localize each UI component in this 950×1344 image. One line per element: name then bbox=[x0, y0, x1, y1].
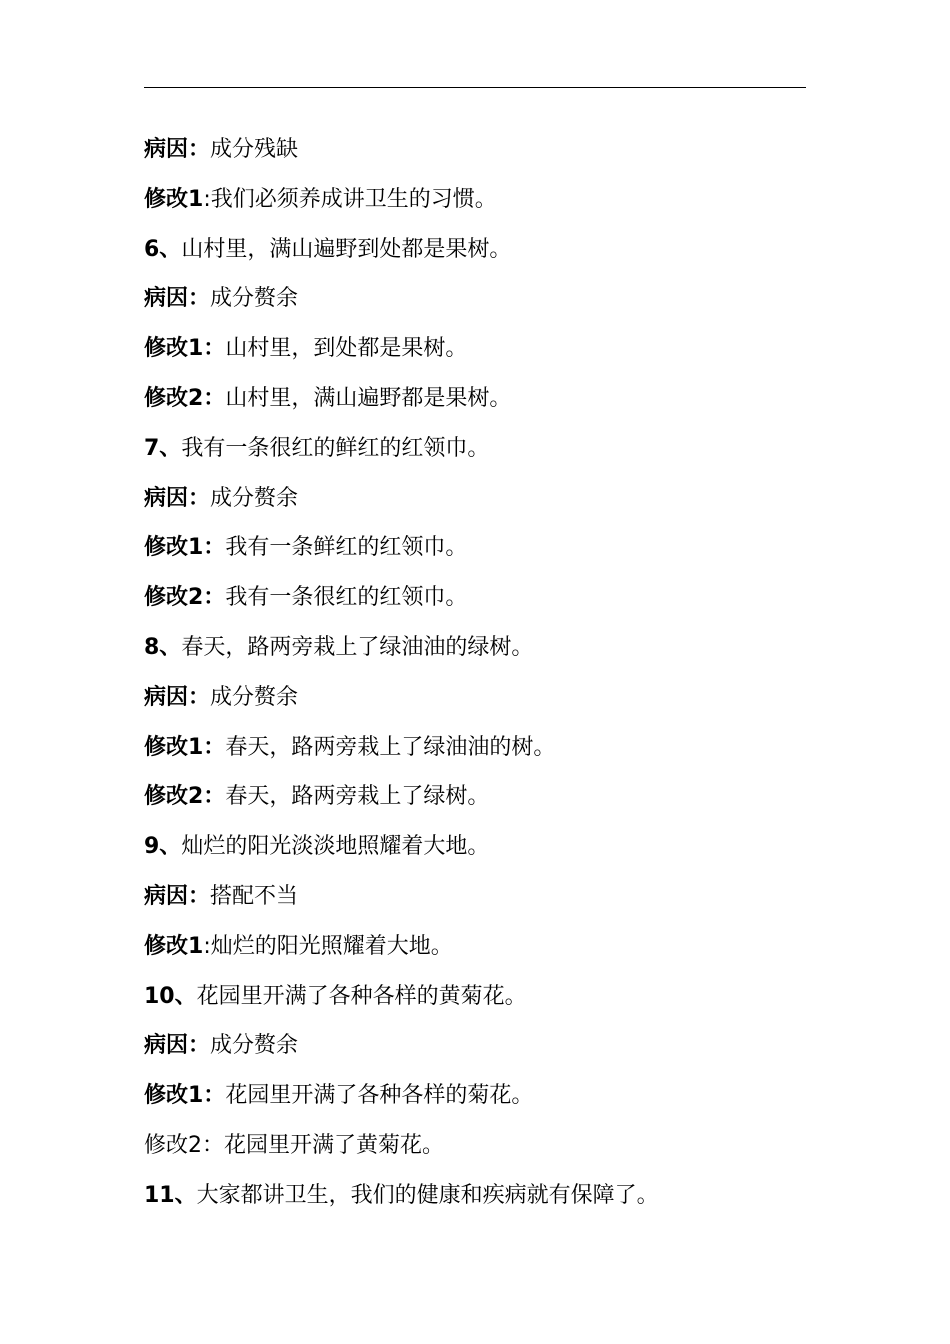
line-text: 灿烂的阳光淡淡地照耀着大地。 bbox=[181, 834, 490, 860]
line-label: 病因： bbox=[144, 485, 211, 511]
question-line bbox=[144, 1176, 814, 1226]
question-line bbox=[144, 429, 814, 479]
line-label: 修改1： bbox=[144, 1083, 226, 1109]
fix-line bbox=[144, 777, 814, 827]
line-text: 成分赘余 bbox=[210, 684, 299, 710]
line-text: 搭配不当 bbox=[210, 883, 299, 909]
fix-line bbox=[144, 528, 814, 578]
line-label: 6、 bbox=[144, 236, 182, 262]
line-label: 修改2： bbox=[144, 1132, 224, 1158]
line-label: 修改2： bbox=[144, 585, 226, 611]
line-text: 春天，路两旁栽上了绿油油的树。 bbox=[225, 734, 556, 760]
line-text: 我有一条鲜红的红领巾。 bbox=[225, 535, 468, 561]
line-text: 我有一条很红的鲜红的红领巾。 bbox=[181, 435, 490, 461]
line-label: 9、 bbox=[144, 834, 182, 860]
line-label: 11、 bbox=[144, 1182, 197, 1208]
line-label: 修改1 bbox=[144, 186, 204, 212]
line-text: 花园里开满了各种各样的菊花。 bbox=[225, 1083, 534, 1109]
line-text: 成分残缺 bbox=[210, 137, 299, 162]
line-label: 7、 bbox=[144, 435, 182, 461]
cause-line bbox=[144, 1026, 814, 1076]
fix-line bbox=[144, 1126, 814, 1176]
line-label: 病因： bbox=[144, 286, 211, 312]
line-text: 山村里，满山遍野到处都是果树。 bbox=[181, 236, 512, 262]
line-label: 病因： bbox=[144, 684, 211, 710]
line-text: :灿烂的阳光照耀着大地。 bbox=[203, 933, 453, 959]
line-text: 花园里开满了各种各样的黄菊花。 bbox=[196, 983, 527, 1009]
line-label: 修改1： bbox=[144, 535, 226, 561]
fix-line bbox=[144, 728, 814, 778]
fix-line bbox=[144, 1076, 814, 1126]
line-text: 山村里，到处都是果树。 bbox=[225, 336, 468, 362]
line-text: 成分赘余 bbox=[210, 485, 299, 511]
line-label: 病因： bbox=[144, 137, 211, 162]
fix-line bbox=[144, 329, 814, 379]
line-text: 大家都讲卫生，我们的健康和疾病就有保障了。 bbox=[196, 1182, 659, 1208]
cause-line bbox=[144, 279, 814, 329]
cause-line bbox=[144, 877, 814, 927]
cause-line bbox=[144, 130, 814, 180]
question-line bbox=[144, 827, 814, 877]
fix-line bbox=[144, 927, 814, 977]
line-text: 山村里，满山遍野都是果树。 bbox=[225, 385, 512, 411]
question-line bbox=[144, 628, 814, 678]
question-line bbox=[144, 977, 814, 1027]
fix-line bbox=[144, 379, 814, 429]
fix-line bbox=[144, 578, 814, 628]
header-rule bbox=[144, 87, 806, 88]
cause-line bbox=[144, 678, 814, 728]
line-label: 修改1： bbox=[144, 734, 226, 760]
line-text: 花园里开满了黄菊花。 bbox=[224, 1132, 445, 1158]
line-label: 病因： bbox=[144, 883, 211, 909]
document-body bbox=[144, 130, 814, 1226]
line-label: 8、 bbox=[144, 634, 182, 660]
cause-line bbox=[144, 479, 814, 529]
line-label: 10、 bbox=[144, 983, 197, 1009]
question-line bbox=[144, 230, 814, 280]
line-label: 病因： bbox=[144, 1033, 211, 1059]
line-label: 修改2： bbox=[144, 385, 226, 411]
line-text: 春天，路两旁栽上了绿树。 bbox=[225, 784, 490, 810]
line-text: 我有一条很红的红领巾。 bbox=[225, 585, 468, 611]
fix-line bbox=[144, 180, 814, 230]
line-text: 成分赘余 bbox=[210, 286, 299, 312]
line-label: 修改2： bbox=[144, 784, 226, 810]
line-text: 成分赘余 bbox=[210, 1033, 299, 1059]
line-text: :我们必须养成讲卫生的习惯。 bbox=[203, 186, 497, 212]
line-label: 修改1： bbox=[144, 336, 226, 362]
line-text: 春天，路两旁栽上了绿油油的绿树。 bbox=[181, 634, 534, 660]
line-label: 修改1 bbox=[144, 933, 204, 959]
